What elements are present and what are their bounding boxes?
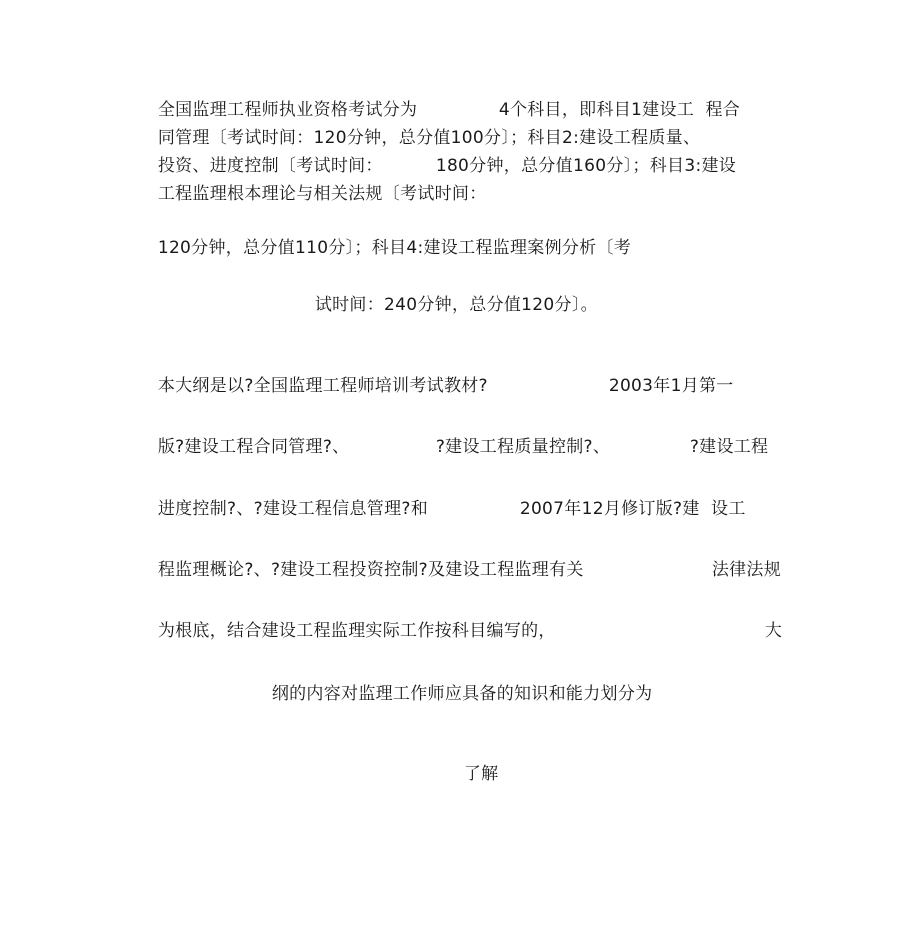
p2-line-7 bbox=[441, 741, 498, 807]
p2-line-4 bbox=[135, 537, 584, 603]
text-segment: 4个科目，即科目1建设工 程合 bbox=[498, 100, 741, 120]
p2-line-2-c bbox=[667, 414, 768, 480]
p2-line-5 bbox=[135, 598, 556, 664]
p2-line-2 bbox=[135, 414, 349, 480]
text-segment: 2003年1月第一 bbox=[608, 376, 734, 396]
text-segment: 全国监理工程师执业资格考试分为 bbox=[157, 100, 418, 120]
text-segment: 同管理〔考试时间：120分钟，总分值100分〕；科目2:建设工程质量、 bbox=[157, 128, 701, 148]
text-segment: 120分钟，总分值110分〕；科目4:建设工程监理案例分析〔考 bbox=[157, 238, 632, 258]
p2-line-3-b bbox=[497, 476, 746, 542]
p2-line-1-b bbox=[586, 353, 734, 419]
p2-line-4-b bbox=[689, 537, 781, 603]
text-segment: 大 bbox=[764, 621, 783, 641]
text-segment: 180分钟，总分值160分〕；科目3:建设 bbox=[435, 156, 737, 176]
text-segment: 2007年12月修订版?建 设工 bbox=[519, 499, 746, 519]
text-segment: 纲的内容对监理工作师应具备的知识和能力划分为 bbox=[271, 684, 653, 704]
text-segment: ?建设工程 bbox=[689, 437, 769, 457]
text-segment: 为根底，结合建设工程监理实际工作按科目编写的， bbox=[157, 621, 556, 641]
text-segment: 程监理概论?、?建设工程投资控制?及建设工程监理有关 bbox=[157, 560, 584, 580]
text-segment: 版?建设工程合同管理?、 bbox=[157, 437, 350, 457]
text-segment: 试时间：240分钟，总分值120分〕。 bbox=[314, 295, 598, 315]
p2-line-5-b bbox=[742, 598, 782, 664]
p2-line-1 bbox=[135, 353, 488, 419]
text-segment: 本大纲是以?全国监理工程师培训考试教材? bbox=[157, 376, 488, 396]
p1-line-6 bbox=[292, 272, 598, 338]
text-segment: 投资、进度控制〔考试时间： bbox=[157, 156, 383, 176]
text-segment: 进度控制?、?建设工程信息管理?和 bbox=[157, 499, 428, 519]
text-segment: 工程监理根本理论与相关法规〔考试时间： bbox=[157, 184, 487, 204]
p2-line-2-b bbox=[413, 414, 610, 480]
p2-line-6 bbox=[249, 661, 652, 727]
text-segment: 了解 bbox=[463, 764, 499, 784]
text-segment: 法律法规 bbox=[711, 560, 782, 580]
p2-line-3 bbox=[135, 476, 428, 542]
text-segment: ?建设工程质量控制?、 bbox=[435, 437, 611, 457]
